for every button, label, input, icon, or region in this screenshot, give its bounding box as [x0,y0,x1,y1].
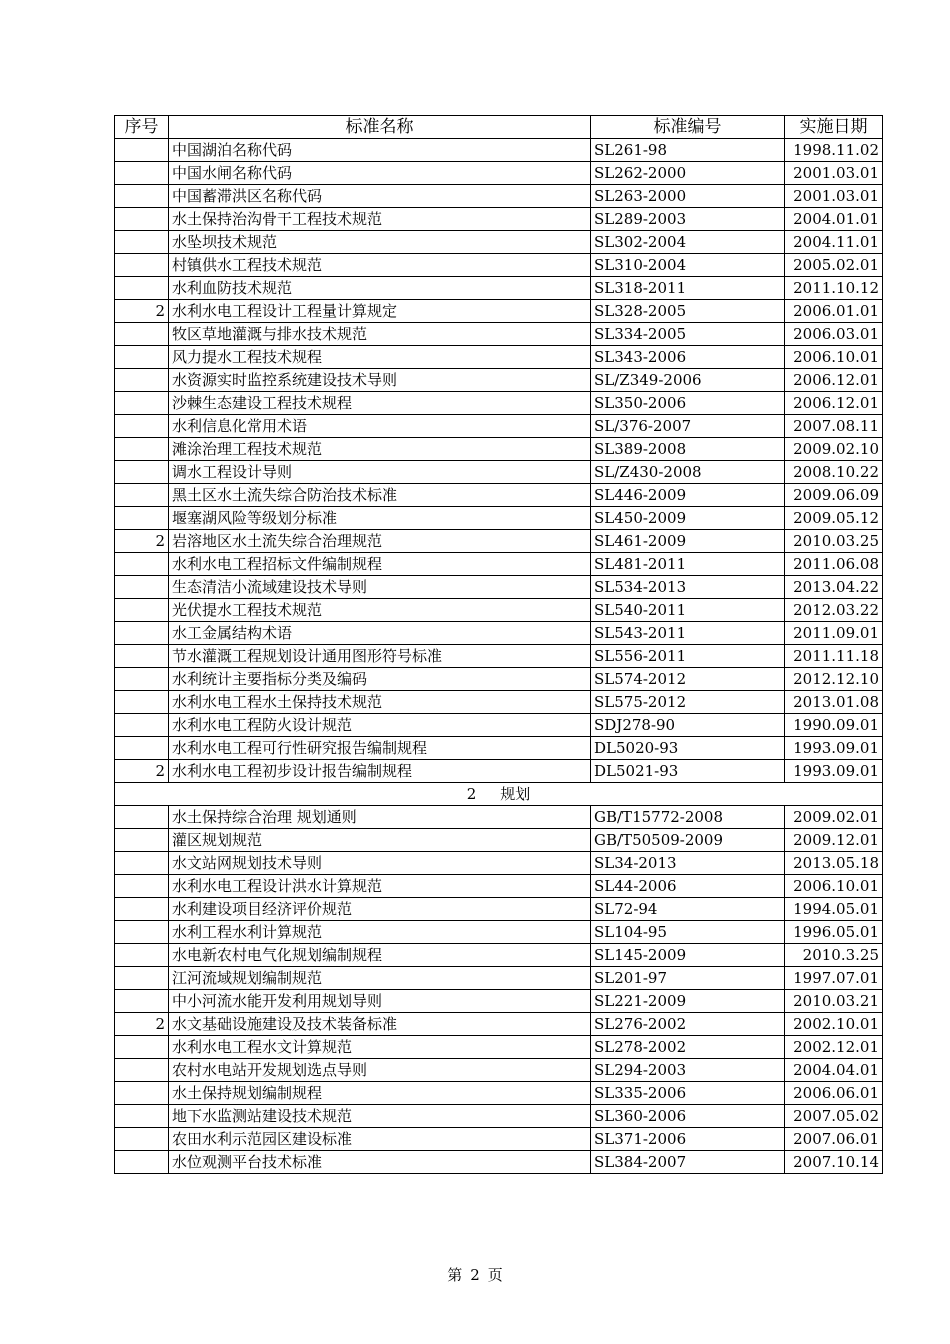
row-name: 中国水闸名称代码 [169,162,591,185]
row-code: SL350-2006 [591,392,785,415]
table-row [115,162,883,185]
section-title: 规划 [500,785,531,803]
row-code: SL343-2006 [591,346,785,369]
row-date: 2007.06.01 [785,1128,883,1151]
row-name: 水土保持治沟骨干工程技术规范 [169,208,591,231]
row-date: 2009.02.01 [785,806,883,829]
row-code: SL302-2004 [591,231,785,254]
page-footer [0,1264,950,1285]
row-date: 2008.10.22 [785,461,883,484]
row-date: 2011.06.08 [785,553,883,576]
row-name: 水利统计主要指标分类及编码 [169,668,591,691]
table-row [115,369,883,392]
row-code: SL446-2009 [591,484,785,507]
row-date: 1996.05.01 [785,921,883,944]
section-row [115,783,883,806]
table-row [115,829,883,852]
section-heading [115,783,883,806]
table-row [115,1151,883,1174]
row-name: 水资源实时监控系统建设技术导则 [169,369,591,392]
table-row [115,300,883,323]
table-header-row [115,116,883,139]
row-date: 2006.10.01 [785,875,883,898]
header-name: 标准名称 [169,116,591,139]
row-index [115,944,169,967]
row-index [115,737,169,760]
row-name: 节水灌溉工程规划设计通用图形符号标准 [169,645,591,668]
row-code: SDJ278-90 [591,714,785,737]
row-code: SL371-2006 [591,1128,785,1151]
header-date: 实施日期 [785,116,883,139]
row-code: SL310-2004 [591,254,785,277]
row-index: 2 [115,760,169,783]
row-index [115,921,169,944]
row-index [115,553,169,576]
row-date: 2012.12.10 [785,668,883,691]
row-index [115,231,169,254]
table-row [115,530,883,553]
row-date: 2006.03.01 [785,323,883,346]
row-date: 2005.02.01 [785,254,883,277]
row-index [115,254,169,277]
row-code: SL261-98 [591,139,785,162]
row-code: SL294-2003 [591,1059,785,1082]
footer-suffix: 页 [487,1266,503,1284]
row-code: DL5020-93 [591,737,785,760]
table-row [115,990,883,1013]
row-name: 水利水电工程设计洪水计算规范 [169,875,591,898]
row-name: 光伏提水工程技术规范 [169,599,591,622]
row-code: GB/T15772-2008 [591,806,785,829]
table-row [115,1082,883,1105]
row-code: SL44-2006 [591,875,785,898]
row-name: 堰塞湖风险等级划分标准 [169,507,591,530]
row-code: SL556-2011 [591,645,785,668]
row-code: SL289-2003 [591,208,785,231]
row-date: 2010.3.25 [785,944,883,967]
row-code: SL276-2002 [591,1013,785,1036]
row-name: 水利建设项目经济评价规范 [169,898,591,921]
table-row [115,898,883,921]
row-index [115,599,169,622]
row-date: 2004.01.01 [785,208,883,231]
row-name: 水利水电工程防火设计规范 [169,714,591,737]
row-date: 2013.05.18 [785,852,883,875]
row-date: 1990.09.01 [785,714,883,737]
row-date: 1998.11.02 [785,139,883,162]
row-index [115,1128,169,1151]
row-name: 风力提水工程技术规程 [169,346,591,369]
row-name: 水利血防技术规范 [169,277,591,300]
row-name: 水利水电工程招标文件编制规程 [169,553,591,576]
row-date: 1994.05.01 [785,898,883,921]
table-row [115,277,883,300]
row-code: SL263-2000 [591,185,785,208]
row-code: SL145-2009 [591,944,785,967]
row-date: 2011.11.18 [785,645,883,668]
row-date: 2001.03.01 [785,185,883,208]
row-name: 水土保持规划编制规程 [169,1082,591,1105]
row-name: 水文基础设施建设及技术装备标准 [169,1013,591,1036]
row-index [115,967,169,990]
row-name: 水电新农村电气化规划编制规程 [169,944,591,967]
table-row [115,438,883,461]
row-name: 水利水电工程初步设计报告编制规程 [169,760,591,783]
row-index [115,691,169,714]
row-name: 生态清洁小流域建设技术导则 [169,576,591,599]
section-number: 2 [466,785,477,803]
table-row [115,760,883,783]
row-code: SL278-2002 [591,1036,785,1059]
table-row [115,1105,883,1128]
row-name: 水文站网规划技术导则 [169,852,591,875]
table-row [115,185,883,208]
table-body [115,139,883,1174]
row-date: 2006.06.01 [785,1082,883,1105]
row-code: SL262-2000 [591,162,785,185]
row-index [115,1151,169,1174]
row-index [115,346,169,369]
table-row [115,599,883,622]
row-name: 村镇供水工程技术规范 [169,254,591,277]
row-code: SL34-2013 [591,852,785,875]
row-index: 2 [115,530,169,553]
table-row [115,139,883,162]
row-date: 2011.09.01 [785,622,883,645]
header-code: 标准编号 [591,116,785,139]
row-index [115,185,169,208]
row-index [115,162,169,185]
header-index: 序号 [115,116,169,139]
row-date: 2009.06.09 [785,484,883,507]
row-code: SL543-2011 [591,622,785,645]
standards-table [114,115,883,1174]
row-date: 2004.04.01 [785,1059,883,1082]
row-index [115,990,169,1013]
row-name: 中国湖泊名称代码 [169,139,591,162]
table-row [115,1059,883,1082]
row-date: 2009.12.01 [785,829,883,852]
row-code: SL450-2009 [591,507,785,530]
row-code: SL574-2012 [591,668,785,691]
row-date: 2006.12.01 [785,369,883,392]
row-index [115,668,169,691]
footer-prefix: 第 [447,1266,463,1284]
table-row [115,1036,883,1059]
table-row [115,231,883,254]
row-index [115,461,169,484]
row-date: 2010.03.21 [785,990,883,1013]
row-name: 水土保持综合治理 规划通则 [169,806,591,829]
row-name: 江河流域规划编制规范 [169,967,591,990]
table-row [115,806,883,829]
row-date: 2013.01.08 [785,691,883,714]
table-row [115,645,883,668]
row-index [115,829,169,852]
row-index [115,507,169,530]
row-date: 1997.07.01 [785,967,883,990]
row-code: SL328-2005 [591,300,785,323]
row-index [115,806,169,829]
row-name: 黑土区水土流失综合防治技术标准 [169,484,591,507]
row-index [115,1059,169,1082]
row-code: SL575-2012 [591,691,785,714]
row-date: 2007.08.11 [785,415,883,438]
row-code: DL5021-93 [591,760,785,783]
row-index: 2 [115,300,169,323]
row-code: SL384-2007 [591,1151,785,1174]
row-name: 水位观测平台技术标准 [169,1151,591,1174]
row-code: SL/376-2007 [591,415,785,438]
row-index [115,392,169,415]
row-name: 水坠坝技术规范 [169,231,591,254]
row-name: 地下水监测站建设技术规范 [169,1105,591,1128]
row-date: 2002.10.01 [785,1013,883,1036]
table-row [115,507,883,530]
row-name: 水利水电工程水土保持技术规范 [169,691,591,714]
row-name: 中小河流水能开发利用规划导则 [169,990,591,1013]
row-index [115,852,169,875]
table-row [115,875,883,898]
row-date: 2004.11.01 [785,231,883,254]
row-date: 2013.04.22 [785,576,883,599]
row-date: 2010.03.25 [785,530,883,553]
row-date: 2009.02.10 [785,438,883,461]
table-row [115,553,883,576]
row-date: 1993.09.01 [785,760,883,783]
row-index [115,208,169,231]
row-index [115,875,169,898]
row-code: SL360-2006 [591,1105,785,1128]
row-date: 2006.01.01 [785,300,883,323]
row-index [115,484,169,507]
row-code: SL/Z430-2008 [591,461,785,484]
table-row [115,691,883,714]
table-row [115,852,883,875]
row-name: 滩涂治理工程技术规范 [169,438,591,461]
row-name: 水利水电工程可行性研究报告编制规程 [169,737,591,760]
row-index [115,1036,169,1059]
table-row [115,415,883,438]
row-code: SL461-2009 [591,530,785,553]
row-date: 2007.05.02 [785,1105,883,1128]
row-date: 2012.03.22 [785,599,883,622]
table-row [115,737,883,760]
row-name: 农村水电站开发规划选点导则 [169,1059,591,1082]
row-code: SL534-2013 [591,576,785,599]
table-row [115,576,883,599]
row-index [115,714,169,737]
row-date: 2011.10.12 [785,277,883,300]
row-index [115,1105,169,1128]
row-date: 2006.10.01 [785,346,883,369]
row-name: 牧区草地灌溉与排水技术规范 [169,323,591,346]
row-index [115,139,169,162]
row-date: 2009.05.12 [785,507,883,530]
row-index [115,323,169,346]
row-date: 2006.12.01 [785,392,883,415]
table-row [115,921,883,944]
row-name: 沙棘生态建设工程技术规程 [169,392,591,415]
row-name: 农田水利示范园区建设标准 [169,1128,591,1151]
row-code: SL335-2006 [591,1082,785,1105]
row-code: SL318-2011 [591,277,785,300]
row-index [115,898,169,921]
row-name: 灌区规划规范 [169,829,591,852]
table-row [115,323,883,346]
row-index [115,622,169,645]
row-code: SL72-94 [591,898,785,921]
row-code: SL/Z349-2006 [591,369,785,392]
row-code: SL221-2009 [591,990,785,1013]
row-index [115,645,169,668]
table-row [115,622,883,645]
row-name: 岩溶地区水土流失综合治理规范 [169,530,591,553]
row-date: 1993.09.01 [785,737,883,760]
row-index [115,576,169,599]
row-code: SL481-2011 [591,553,785,576]
row-index [115,415,169,438]
page-number: 2 [470,1266,480,1284]
row-code: GB/T50509-2009 [591,829,785,852]
row-name: 水利信息化常用术语 [169,415,591,438]
row-index: 2 [115,1013,169,1036]
row-code: SL201-97 [591,967,785,990]
table-row [115,1128,883,1151]
table-row [115,668,883,691]
row-date: 2001.03.01 [785,162,883,185]
row-code: SL334-2005 [591,323,785,346]
row-index [115,369,169,392]
table-row [115,346,883,369]
row-code: SL389-2008 [591,438,785,461]
row-name: 水利水电工程水文计算规范 [169,1036,591,1059]
row-index [115,438,169,461]
table-row [115,254,883,277]
row-code: SL540-2011 [591,599,785,622]
row-name: 水利工程水利计算规范 [169,921,591,944]
row-date: 2002.12.01 [785,1036,883,1059]
table-row [115,944,883,967]
row-name: 调水工程设计导则 [169,461,591,484]
row-code: SL104-95 [591,921,785,944]
table-row [115,484,883,507]
row-index [115,277,169,300]
table-row [115,208,883,231]
table-row [115,461,883,484]
row-date: 2007.10.14 [785,1151,883,1174]
table-row [115,1013,883,1036]
table-row [115,714,883,737]
row-name: 中国蓄滞洪区名称代码 [169,185,591,208]
table-row [115,392,883,415]
row-index [115,1082,169,1105]
table-row [115,967,883,990]
row-name: 水工金属结构术语 [169,622,591,645]
row-name: 水利水电工程设计工程量计算规定 [169,300,591,323]
